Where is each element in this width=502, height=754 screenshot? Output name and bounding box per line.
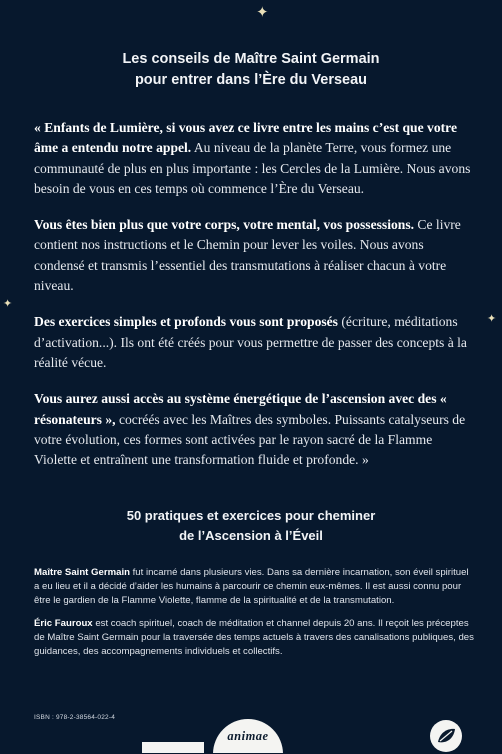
paragraph-text: (écriture, méditations d’activation...). Ils ont été créés pour vous permettre de passer des concepts à la réalité vécue. bbox=[34, 314, 467, 370]
sparkle-icon: ✦ bbox=[487, 312, 497, 325]
bio-name: Éric Fauroux bbox=[34, 617, 93, 629]
paragraph-lead: Vous aurez aussi accès au système énergétique de l’ascension avec des « résonateurs », bbox=[34, 391, 447, 427]
paragraph-lead: Vous êtes bien plus que votre corps, votre mental, vos possessions. bbox=[34, 217, 415, 233]
bio-text: fut incarné dans plusieurs vies. Dans sa dernière incarnation, son éveil spirituel a eu lieu et il a décidé d’aider les humains à parcourir ce chemin eux-mêmes. Il est aussi connu pour être le gardien de la Flamme Violette, flamme de la spiritualité et de la transmutation. bbox=[34, 567, 469, 607]
quote-body bbox=[34, 118, 474, 486]
barcode-area bbox=[142, 742, 204, 753]
title-line-2: pour entrer dans l’Ère du Verseau bbox=[134, 72, 368, 88]
paragraph bbox=[34, 118, 474, 199]
bio-eric-fauroux bbox=[34, 617, 474, 660]
bio-saint-germain bbox=[34, 566, 474, 609]
paragraph-text: Au niveau de la planète Terre, vous formez une communauté de plus en plus importante : les Cercles de la Lumière. Nous avons besoin de vous en ces temps où commence l’Ère du Verseau. bbox=[34, 140, 471, 196]
paragraph bbox=[34, 389, 474, 470]
subtitle bbox=[40, 506, 462, 546]
paragraph bbox=[34, 215, 474, 296]
paragraph bbox=[34, 312, 474, 373]
eco-badge-icon bbox=[428, 718, 464, 754]
subtitle-line-2: de l’Ascension à l’Éveil bbox=[179, 528, 323, 543]
publisher-logo bbox=[208, 716, 288, 753]
paragraph-text: Ce livre contient nos instructions et le Chemin pour lever les voiles. Nous avons condensé et transmis l’essentiel des transmutations à réaliser chacun à votre niveau. bbox=[34, 217, 461, 294]
subtitle-line-1: 50 pratiques et exercices pour cheminer bbox=[126, 508, 376, 523]
author-bios bbox=[34, 566, 474, 667]
sparkle-icon: ✦ bbox=[3, 297, 13, 310]
bio-name: Maître Saint Germain bbox=[34, 567, 130, 578]
publisher-logo-text: animae bbox=[227, 729, 269, 743]
paragraph-lead: « Enfants de Lumière, si vous avez ce livre entre les mains c’est que votre âme a entendu notre appel. bbox=[34, 120, 457, 156]
sparkle-icon: ✦ bbox=[256, 3, 269, 21]
paragraph-text: cocréés avec les Maîtres des symboles. Puissants catalyseurs de votre évolution, ces formes sont activées par le rayon sacré de la Flamme Violette et entraînent une transformation fluide et profonde. » bbox=[34, 411, 466, 468]
bio-text: est coach spirituel, coach de méditation et channel depuis 20 ans. Il reçoit les préceptes de Maître Saint Germain pour la traversée des temps actuels à travers des canalisations publiques, des guidances, des accompagnements individuels et collectifs. bbox=[34, 617, 474, 658]
isbn-text: ISBN : 978-2-38564-022-4 bbox=[34, 714, 116, 721]
title-line-1: Les conseils de Maître Saint Germain bbox=[122, 51, 380, 67]
page-title bbox=[40, 49, 462, 91]
paragraph-lead: Des exercices simples et profonds vous sont proposés bbox=[34, 314, 338, 330]
